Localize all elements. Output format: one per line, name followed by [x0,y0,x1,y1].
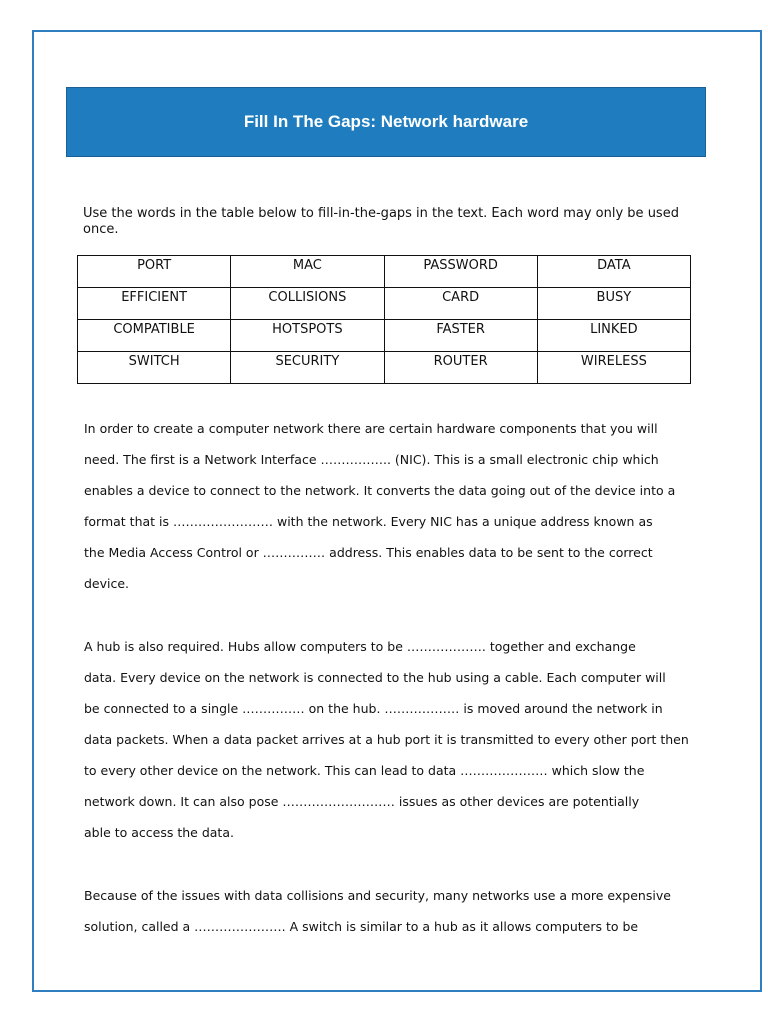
word-bank-table [77,255,691,384]
table-row [78,320,691,352]
text-line: to every other device on the network. This can lead to data ………………… which slow the [84,763,645,778]
word-cell: CARD [384,288,537,320]
text-line: network down. It can also pose ……………………… issues as other devices are potentially [84,794,640,809]
word-cell: SWITCH [78,352,231,384]
text-line: able to access the data. [84,825,234,840]
word-cell: MAC [231,256,384,288]
table-row [78,352,691,384]
paragraph-hub [84,631,689,848]
word-cell: ROUTER [384,352,537,384]
word-cell: SECURITY [231,352,384,384]
paragraph-nic [84,413,684,599]
page-title: Fill In The Gaps: Network hardware [243,112,529,131]
text-line: device. [84,576,130,591]
text-line: A hub is also required. Hubs allow computers to be ………………. together and exchange [84,639,636,654]
text-line: be connected to a single …………… on the hub. ……………… is moved around the network in [84,701,663,716]
text-line: In order to create a computer network there are certain hardware components that you will [84,421,658,436]
word-cell: HOTSPOTS [231,320,384,352]
text-line: data. Every device on the network is connected to the hub using a cable. Each computer will [84,670,666,685]
table-row [78,288,691,320]
word-cell: COLLISIONS [231,288,384,320]
word-cell: COMPATIBLE [78,320,231,352]
word-cell: EFFICIENT [78,288,231,320]
text-line: data packets. When a data packet arrives at a hub port it is transmitted to every other port then [84,732,689,747]
title-banner [66,87,706,157]
word-cell: FASTER [384,320,537,352]
word-cell: LINKED [537,320,690,352]
text-line: enables a device to connect to the network. It converts the data going out of the device into a [84,483,676,498]
word-cell: PASSWORD [384,256,537,288]
text-line: Because of the issues with data collisions and security, many networks use a more expensive [84,888,671,903]
text-line: format that is …………………… with the network. Every NIC has a unique address known as [84,514,653,529]
word-cell: DATA [537,256,690,288]
paragraph-switch [84,880,684,942]
text-line: the Media Access Control or …………… address. This enables data to be sent to the correct [84,545,653,560]
instructions-text: Use the words in the table below to fill-in-the-gaps in the text. Each word may only be used once. [83,206,679,237]
text-line: need. The first is a Network Interface …………….. (NIC). This is a small electronic chip which [84,452,659,467]
word-cell: WIRELESS [537,352,690,384]
word-cell: BUSY [537,288,690,320]
word-cell: PORT [78,256,231,288]
text-line: solution, called a …………………. A switch is similar to a hub as it allows computers to be [84,919,639,934]
table-row [78,256,691,288]
